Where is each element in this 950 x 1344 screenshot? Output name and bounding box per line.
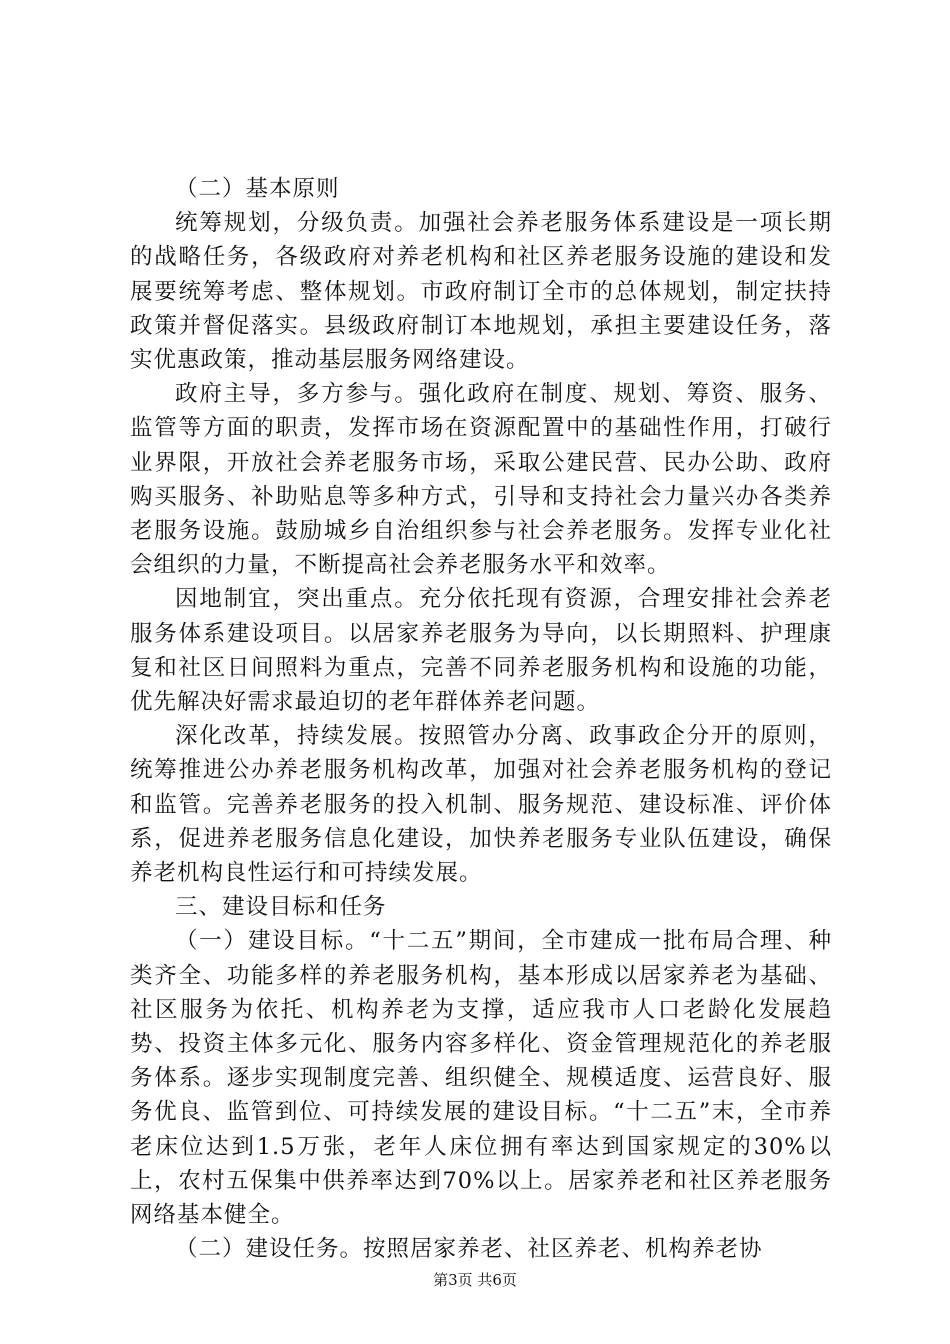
document-body	[130, 172, 832, 1267]
page-number-footer: 第3页 共6页	[433, 1271, 517, 1289]
paragraph-construction-tasks: （二）建设任务。按照居家养老、社区养老、机构养老协	[175, 1236, 763, 1263]
section-heading-basic-principles: （二）基本原则	[175, 176, 340, 202]
paragraph-overall-planning: 统筹规划，分级负责。加强社会养老服务体系建设是一项长期的战略任务，各级政府对养老机构和社区养老服务设施的建设和发展要统筹考虑、整体规划。市政府制订全市的总体规划，制定扶持政策并督促落实。县级政府制订本地规划，承担主要建设任务，落实优惠政策，推动基层服务网络建设。	[130, 210, 832, 374]
paragraph-construction-goals: （一）建设目标。“十二五”期间，全市建成一批布局合理、种类齐全、功能多样的养老服务机构，基本形成以居家养老为基础、社区服务为依托、机构养老为支撑，适应我市人口老龄化发展趋势、投资主体多元化、服务内容多样化、资金管理规范化的养老服务体系。逐步实现制度完善、组织健全、规模适度、运营良好、服务优良、监管到位、可持续发展的建设目标。“十二五”末，全市养老床位达到1.5万张，老年人床位拥有率达到国家规定的30%以上，农村五保集中供养率达到70%以上。居家养老和社区养老服务网络基本健全。	[130, 928, 832, 1229]
paragraph-deepen-reform: 深化改革，持续发展。按照管办分离、政事政企分开的原则，统筹推进公办养老服务机构改革，加强对社会养老服务机构的登记和监管。完善养老服务的投入机制、服务规范、建设标准、评价体系，促进养老服务信息化建设，加快养老服务专业队伍建设，确保养老机构良性运行和可持续发展。	[130, 723, 832, 887]
paragraph-government-led: 政府主导，多方参与。强化政府在制度、规划、筹资、服务、监管等方面的职责，发挥市场在资源配置中的基础性作用，打破行业界限，开放社会养老服务市场，采取公建民营、民办公助、政府购买服务、补助贴息等多种方式，引导和支持社会力量兴办各类养老服务设施。鼓励城乡自治组织参与社会养老服务。发挥专业化社会组织的力量，不断提高社会养老服务水平和效率。	[130, 381, 832, 579]
section-heading-goals-tasks: 三、建设目标和任务	[175, 894, 387, 921]
paragraph-local-conditions: 因地制宜，突出重点。充分依托现有资源，合理安排社会养老服务体系建设项目。以居家养老服务为导向，以长期照料、护理康复和社区日间照料为重点，完善不同养老服务机构和设施的功能，优先解决好需求最迫切的老年群体养老问题。	[130, 586, 832, 716]
